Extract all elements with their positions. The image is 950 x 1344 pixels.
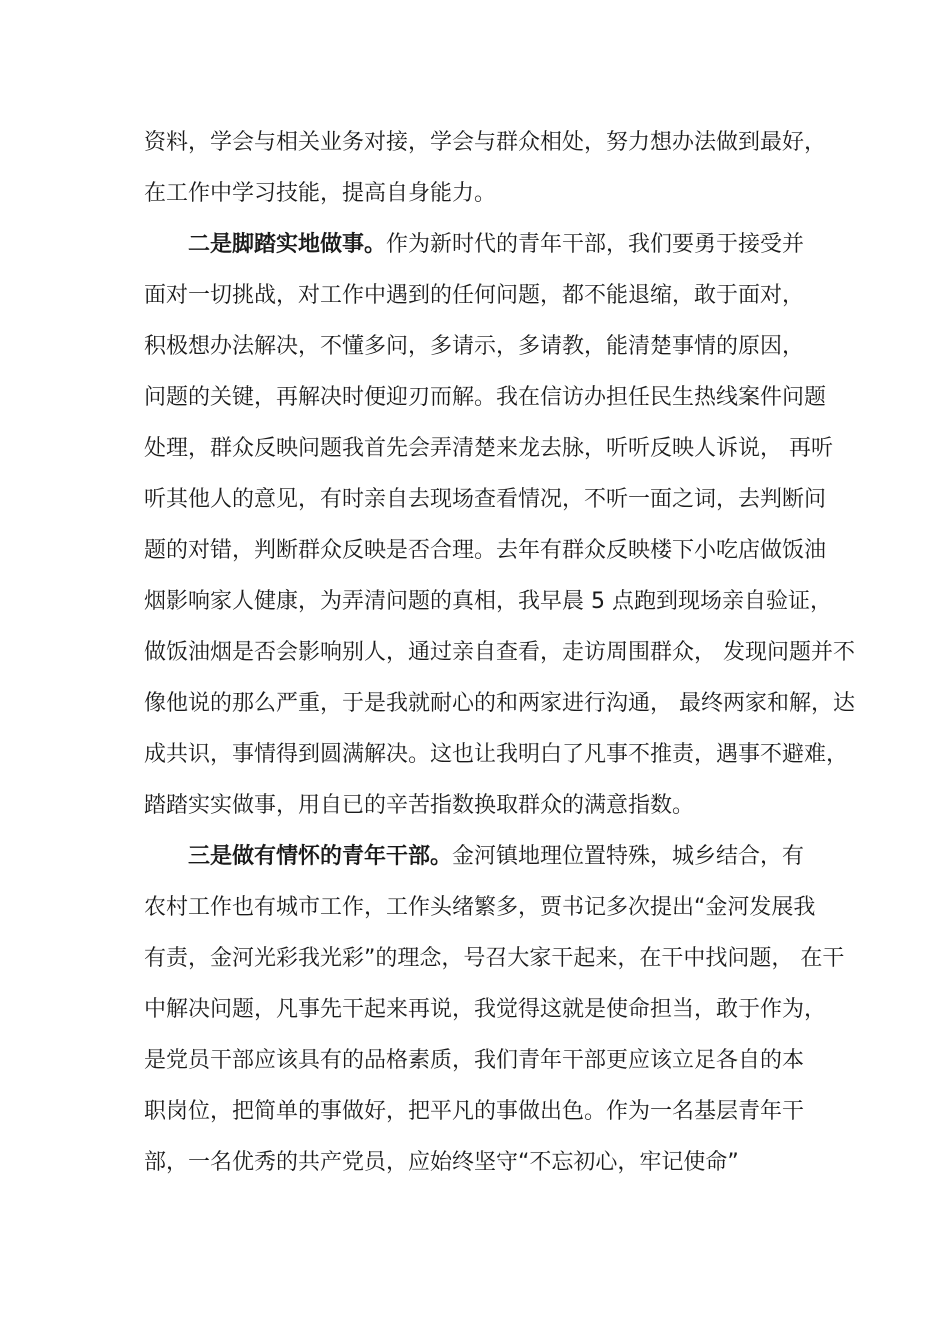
text-line: 题的对错，判断群众反映是否合理。去年有群众反映楼下小吃店做饭油 <box>144 538 827 563</box>
text-line: 像他说的那么严重，于是我就耐心的和两家进行沟通， 最终两家和解，达 <box>144 691 855 716</box>
text-line: 部，一名优秀的共产党员，应始终坚守“不忘初心，牢记使命” <box>144 1150 739 1175</box>
text-line: 农村工作也有城市工作，工作头绪繁多，贾书记多次提出“金河发展我 <box>144 895 816 920</box>
text-line: 面对一切挑战，对工作中遇到的任何问题，都不能退缩，敢于面对， <box>144 283 805 308</box>
text-line: 在工作中学习技能，提高自身能力。 <box>144 181 497 206</box>
text-line: 烟影响家人健康，为弄清问题的真相，我早晨 5 点跑到现场亲自验证， <box>144 589 832 614</box>
text-line: 处理，群众反映问题我首先会弄清楚来龙去脉，听听反映人诉说， 再听 <box>144 436 833 461</box>
paragraph-heading-line <box>188 831 804 882</box>
text-line: 成共识，事情得到圆满解决。这也让我明白了凡事不推责，遇事不避难， <box>144 742 849 767</box>
text-line: 听其他人的意见，有时亲自去现场查看情况，不听一面之词，去判断问 <box>144 487 827 512</box>
text-line: 有责，金河光彩我光彩”的理念，号召大家干起来，在干中找问题， 在干 <box>144 946 845 971</box>
text-line: 职岗位，把简单的事做好，把平凡的事做出色。作为一名基层青年干 <box>144 1099 805 1124</box>
paragraph-heading: 二是脚踏实地做事。 <box>188 232 387 257</box>
text-span: 作为新时代的青年干部，我们要勇于接受并 <box>386 232 805 257</box>
text-line: 资料，学会与相关业务对接，学会与群众相处，努力想办法做到最好， <box>144 130 827 155</box>
text-line: 问题的关键，再解决时便迎刃而解。我在信访办担任民生热线案件问题 <box>144 385 827 410</box>
text-line: 踏踏实实做事，用自已的辛苦指数换取群众的满意指数。 <box>144 793 695 818</box>
text-line: 做饭油烟是否会影响别人，通过亲自查看，走访周围群众， 发现问题并不 <box>144 640 855 665</box>
text-span: 金河镇地理位置特殊，城乡结合，有 <box>452 844 805 869</box>
paragraph-heading-line <box>188 219 804 270</box>
text-line: 积极想办法解决，不懂多问，多请示，多请教，能清楚事情的原因， <box>144 334 805 359</box>
paragraph-heading: 三是做有情怀的青年干部。 <box>188 844 453 869</box>
text-line: 中解决问题，凡事先干起来再说，我觉得这就是使命担当，敢于作为， <box>144 997 827 1022</box>
text-line: 是党员干部应该具有的品格素质，我们青年干部更应该立足各自的本 <box>144 1048 805 1073</box>
